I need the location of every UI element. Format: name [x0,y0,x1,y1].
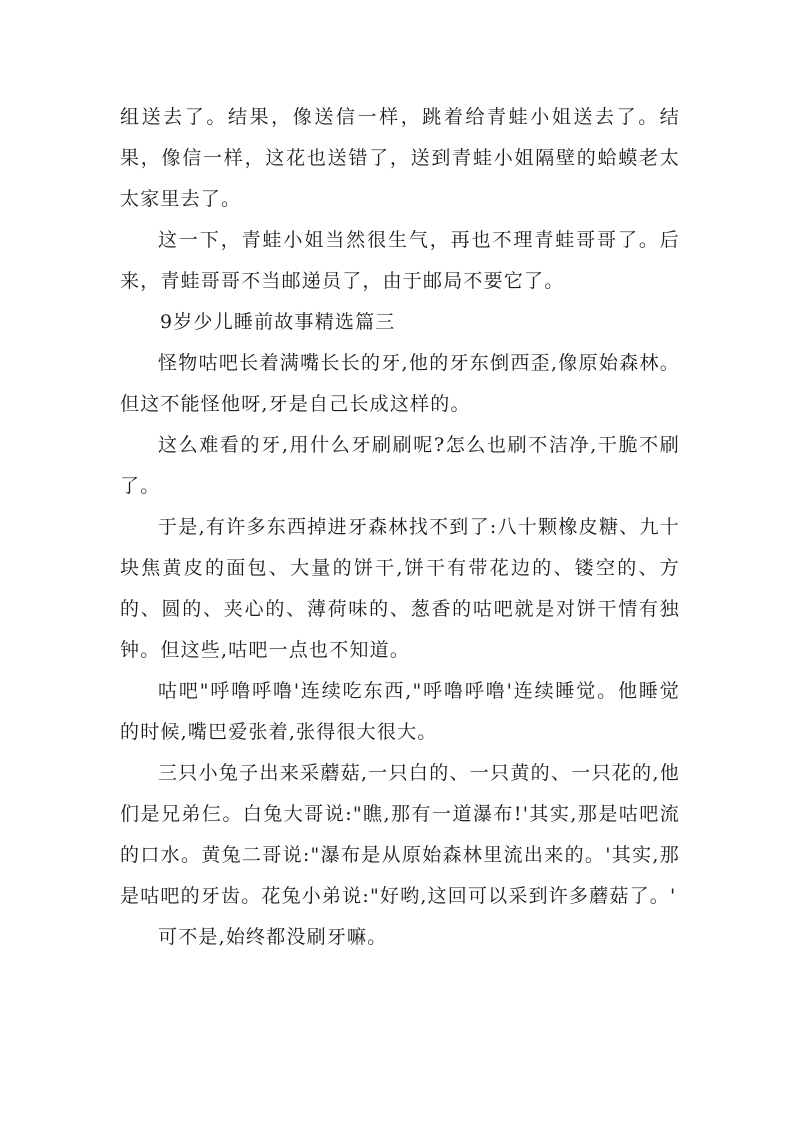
paragraph: 这么难看的牙,用什么牙刷刷呢?怎么也刷不洁净,干脆不刷了。 [120,434,680,497]
section-heading: 9岁少儿睡前故事精选篇三 [160,311,396,333]
document-body [120,97,680,958]
paragraph: 咕吧"呼噜呼噜'连续吃东西,"呼噜呼噜'连续睡觉。他睡觉的时候,嘴巴爱张着,张得很大很大。 [120,680,680,743]
paragraph: 怪物咕吧长着满嘴长长的牙,他的牙东倒西歪,像原始森林。但这不能怪他呀,牙是自己长成这样的。 [120,352,680,415]
paragraph: 这一下，青蛙小姐当然很生气，再也不理青蛙哥哥了。后来，青蛙哥哥不当邮递员了，由于邮局不要它了。 [120,229,680,292]
paragraph: 于是,有许多东西掉进牙森林找不到了:八十颗橡皮糖、九十块焦黄皮的面包、大量的饼干,饼干有带花边的、镂空的、方的、圆的、夹心的、薄荷味的、葱香的咕吧就是对饼干情有独钟。但这些,咕吧一点也不知道。 [120,516,680,661]
paragraph-continued: 组送去了。结果，像送信一样，跳着给青蛙小姐送去了。结果，像信一样，这花也送错了，送到青蛙小姐隔壁的蛤蟆老太太家里去了。 [120,106,680,210]
paragraph: 三只小兔子出来采蘑菇,一只白的、一只黄的、一只花的,他们是兄弟仨。白兔大哥说:"瞧,那有一道瀑布!'其实,那是咕吧流的口水。黄兔二哥说:"瀑布是从原始森林里流出来的。'其实,那是咕吧的牙齿。花兔小弟说:"好哟,这回可以采到许多蘑菇了。' [120,762,680,907]
paragraph: 可不是,始终都没刷牙嘛。 [158,926,388,948]
